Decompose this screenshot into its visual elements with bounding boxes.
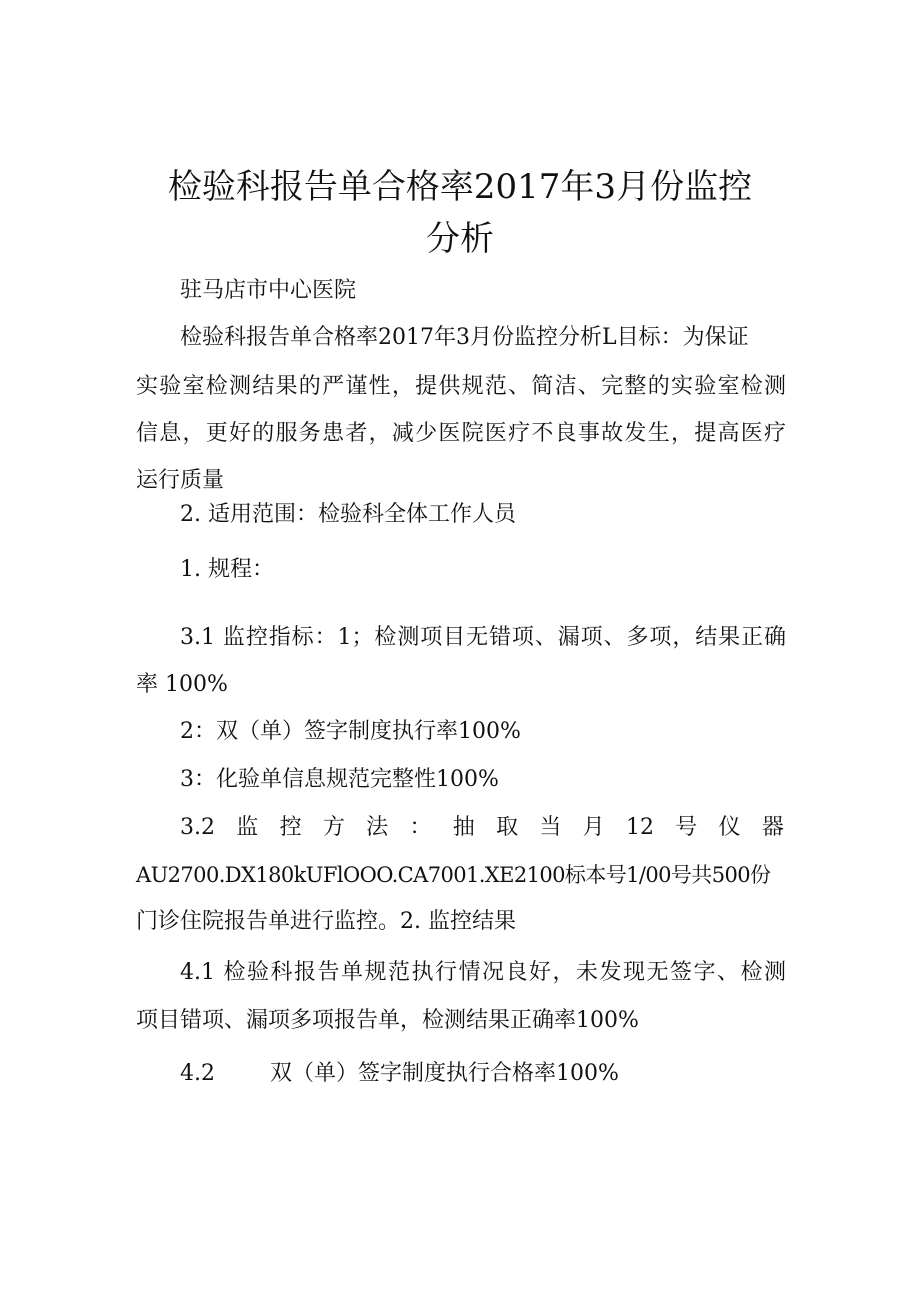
- result-2-text: 双（单）签字制度执行合格率100%: [270, 1061, 619, 1086]
- scope-line: 2. 适用范围：检验科全体工作人员: [180, 502, 516, 527]
- indicator-line-2: 率 100%: [136, 672, 228, 697]
- result-1-line-1: 4.1 检验科报告单规范执行情况良好，未发现无签字、检测: [180, 960, 786, 985]
- paragraph-purpose-line-3: 信息，更好的服务患者，减少医院医疗不良事故发生，提高医疗: [136, 421, 786, 446]
- method-line-1: AU2700.DX180kUFlOOO.CA7001.XE2100标本号1/00号共500份: [136, 863, 771, 887]
- method-part: 仪: [718, 815, 741, 840]
- paragraph-purpose-line-2: 实验室检测结果的严谨性，提供规范、简洁、完整的实验室检测: [136, 374, 786, 399]
- method-part: 月: [582, 815, 605, 840]
- hospital-name: 驻马店市中心医院: [180, 278, 357, 303]
- method-part: ：: [409, 815, 432, 840]
- method-part: 方: [322, 815, 345, 840]
- document-title-line-1: 检验科报告单合格率2017年3月份监控: [167, 167, 753, 207]
- paragraph-purpose-line-4: 运行质量: [136, 468, 225, 493]
- paragraph-purpose-line-1: 检验科报告单合格率2017年3月份监控分析L目标：为保证: [180, 325, 749, 350]
- method-part: 器: [761, 815, 784, 840]
- indicator-3: 3：化验单信息规范完整性100%: [180, 767, 499, 792]
- method-part: 号: [675, 815, 698, 840]
- result-2-number: 4.2: [180, 1061, 215, 1086]
- method-part: 3.2: [180, 815, 215, 840]
- rules-heading: 1. 规程：: [180, 557, 274, 582]
- method-part: 控: [279, 815, 302, 840]
- method-heading-line: [180, 813, 784, 843]
- method-part: 取: [496, 815, 519, 840]
- method-part: 抽: [452, 815, 475, 840]
- document-title-line-2: 分析: [426, 219, 494, 259]
- method-part: 当: [539, 815, 562, 840]
- method-line-2: 门诊住院报告单进行监控。2. 监控结果: [136, 909, 516, 934]
- method-part: 监: [236, 815, 259, 840]
- method-part: 法: [366, 815, 389, 840]
- method-part: 12: [625, 815, 654, 840]
- result-1-line-2: 项目错项、漏项多项报告单，检测结果正确率100%: [136, 1008, 639, 1033]
- indicator-2: 2：双（单）签字制度执行率100%: [180, 719, 521, 744]
- indicator-line-1: 3.1 监控指标：1；检测项目无错项、漏项、多项，结果正确: [180, 625, 786, 650]
